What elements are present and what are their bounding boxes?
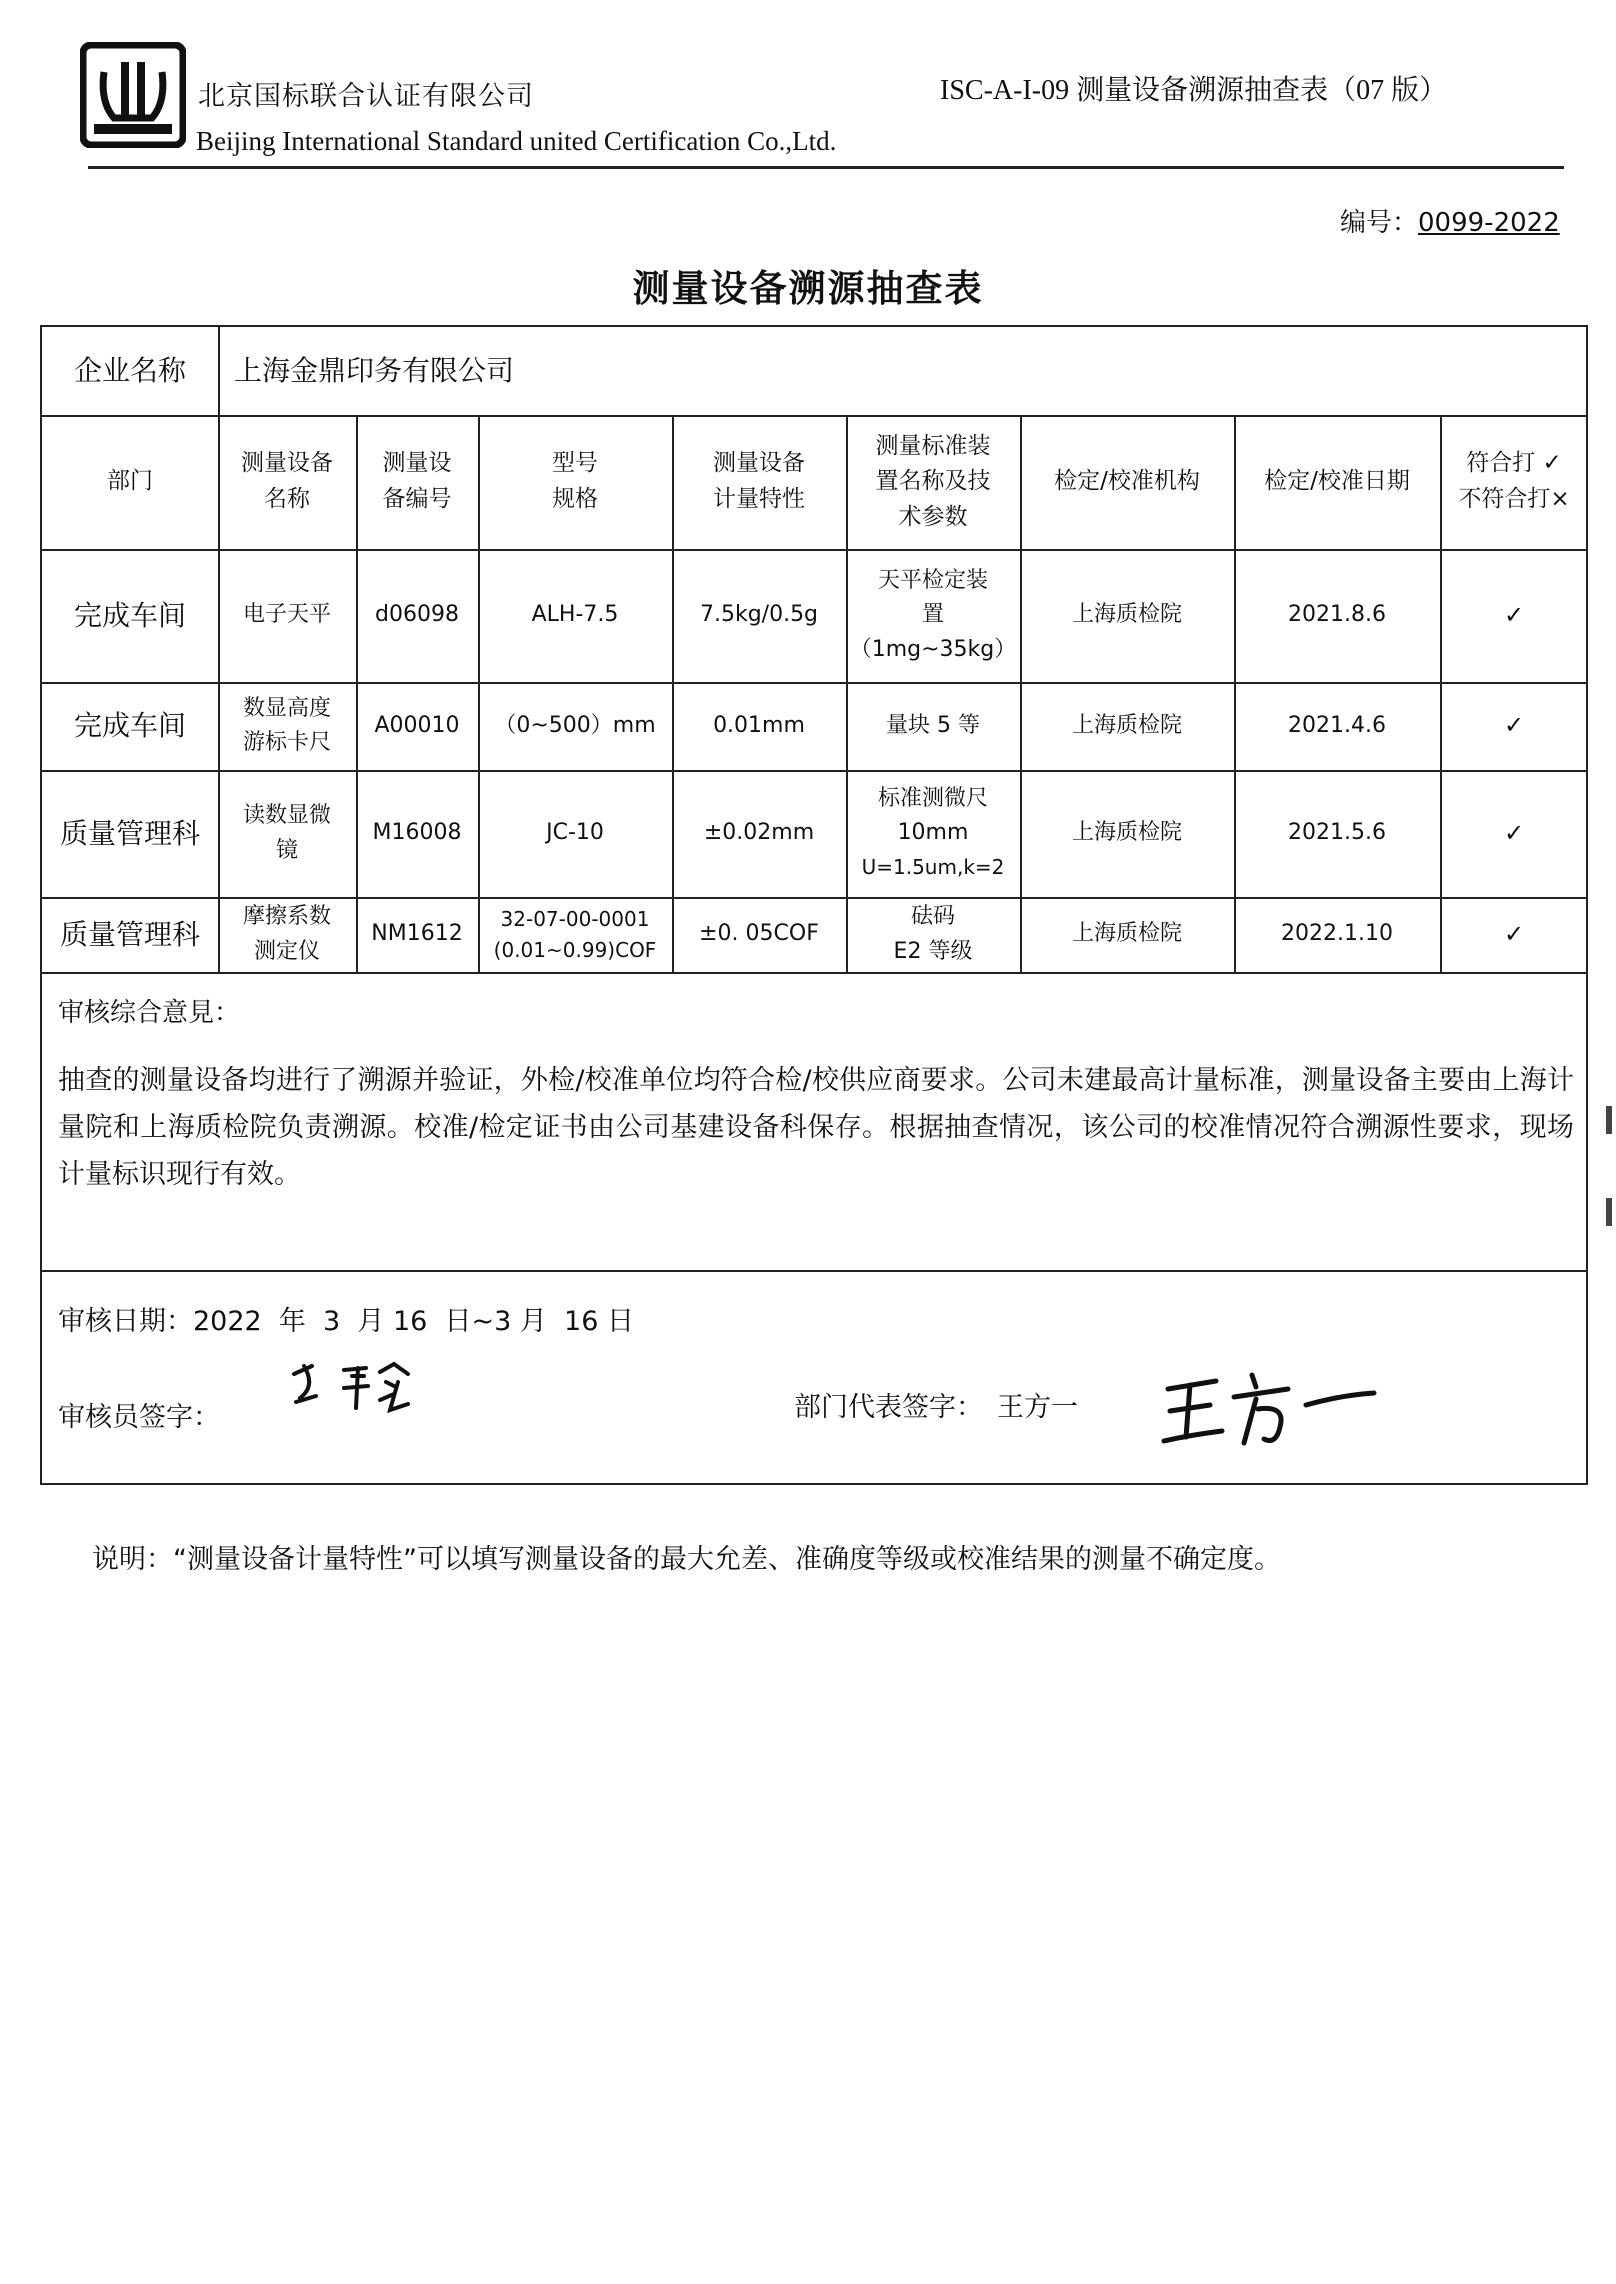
opinion-text: 抽查的测量设备均进行了溯源并验证，外检/校准单位均符合检/校供应商要求。公司未建最高计量标准，测量设备主要由上海计量院和上海质检院负责溯源。校准/检定证书由公司基建设备科保存。根据抽查情况，该公司的校准情况符合溯源性要求，现场计量标识现行有效。	[58, 1065, 1574, 1190]
row4-org: 上海质检院	[1071, 921, 1182, 947]
cell-line: (0.01~0.99)COF	[493, 937, 657, 962]
row1-dept: 完成车间	[73, 598, 186, 632]
row4-date: 2022.1.10	[1281, 921, 1393, 947]
header-line: 置名称及技	[875, 468, 991, 495]
page-title: 测量设备溯源抽查表	[632, 267, 984, 310]
form-number-label: 编号：	[1340, 208, 1419, 238]
row3-code: M16008	[372, 820, 462, 846]
company-name-cn: 北京国标联合认证有限公司	[198, 81, 534, 112]
cell-line: （1mg~35kg）	[849, 636, 1017, 662]
company-value: 上海金鼎印务有限公司	[234, 354, 515, 388]
inspection-sheet	[40, 325, 1588, 1485]
row4-model	[478, 897, 672, 972]
row4-standard	[846, 897, 1020, 972]
row1-standard	[846, 549, 1020, 682]
header-standard-device	[846, 415, 1020, 549]
cell-line: 标准测微尺	[877, 786, 988, 812]
row3-check-icon: ✓	[1503, 818, 1525, 847]
row4-char: ±0. 05COF	[699, 921, 819, 947]
cell-line: 置	[921, 602, 944, 628]
header-line: 测量标准装	[875, 432, 991, 459]
cell-line: 镜	[275, 837, 298, 863]
row2-code: A00010	[374, 712, 460, 738]
cell-line: 读数显微	[242, 803, 331, 829]
cell-line: E2 等级	[893, 938, 973, 964]
scan-edge-mark	[1606, 1106, 1612, 1134]
row1-check-icon: ✓	[1503, 600, 1525, 629]
company-name-en: Beijing International Standard united Certification Co.,Ltd.	[196, 126, 837, 156]
opinion-label: 审核综合意見：	[58, 998, 241, 1028]
department-rep-label	[794, 1385, 1078, 1424]
row4-code: NM1612	[371, 921, 463, 947]
audit-date-value: 2022 年 3 月 16 日~3 月 16 日	[193, 1306, 634, 1337]
header-conformity	[1440, 415, 1588, 549]
row2-model: （0~500）mm	[494, 712, 656, 738]
header-line: 测量设备	[241, 450, 333, 477]
row2-date: 2021.4.6	[1288, 712, 1386, 738]
row2-standard: 量块 5 等	[886, 712, 980, 738]
form-number	[1340, 202, 1560, 239]
row1-org: 上海质检院	[1071, 602, 1182, 628]
scan-edge-mark	[1606, 1198, 1612, 1226]
header-calibration-org: 检定/校准机构	[1054, 468, 1200, 495]
header-line: 测量设备	[713, 450, 805, 477]
header-model	[478, 415, 672, 549]
row1-date: 2021.8.6	[1288, 602, 1386, 628]
row1-char: 7.5kg/0.5g	[699, 602, 819, 628]
cell-line: 32-07-00-0001	[500, 906, 650, 931]
cell-line: 游标卡尺	[242, 730, 331, 755]
header-line: 名称	[264, 486, 310, 512]
row4-dept: 质量管理科	[59, 917, 200, 951]
header-line: 型号	[552, 450, 598, 477]
row1-code: d06098	[375, 602, 459, 628]
auditor-handwritten-signature	[282, 1352, 462, 1422]
cell-line: 10mm	[897, 820, 969, 846]
document-code: ISC-A-I-09 测量设备溯源抽查表（07 版）	[940, 75, 1448, 106]
header-metrological-char	[672, 415, 846, 549]
row3-char: ±0.02mm	[703, 820, 815, 846]
row3-name	[218, 770, 356, 897]
header-line: 计量特性	[713, 486, 805, 512]
row3-date: 2021.5.6	[1288, 820, 1386, 846]
cell-line: 测定仪	[253, 938, 320, 964]
header-line: 术参数	[898, 503, 968, 530]
rep-label-text: 部门代表签字：	[794, 1392, 983, 1423]
company-logo	[80, 42, 186, 148]
row2-char: 0.01mm	[713, 712, 805, 738]
auditor-signature-label: 审核员签字：	[58, 1402, 220, 1433]
form-number-value: 0099-2022	[1418, 208, 1560, 238]
row3-org: 上海质检院	[1071, 820, 1182, 846]
company-label: 企业名称	[73, 354, 186, 388]
rule	[42, 1270, 1586, 1272]
row3-dept: 质量管理科	[59, 816, 200, 850]
header-dept: 部门	[107, 468, 153, 495]
rule	[42, 972, 1586, 974]
header-line: 不符合打×	[1458, 486, 1570, 512]
cell-line: 数显高度	[242, 695, 331, 721]
footnote: 说明：“测量设备计量特性”可以填写测量设备的最大允差、准确度等级或校准结果的测量不确定度。	[92, 1544, 1281, 1575]
row2-check-icon: ✓	[1503, 711, 1525, 740]
header-line: 规格	[552, 486, 598, 512]
header-line: 备编号	[382, 486, 452, 512]
rep-name: 王方一	[997, 1392, 1078, 1423]
row2-name	[218, 682, 356, 770]
cell-line: 摩擦系数	[242, 904, 331, 930]
header-equipment-code	[356, 415, 478, 549]
row2-org: 上海质检院	[1071, 712, 1182, 738]
row1-name: 电子天平	[242, 602, 331, 628]
cell-line: 砝码	[910, 904, 955, 930]
header-calibration-date: 检定/校准日期	[1264, 468, 1410, 495]
rep-handwritten-signature	[1160, 1365, 1380, 1455]
row1-model: ALH-7.5	[531, 602, 619, 628]
row4-check-icon: ✓	[1503, 919, 1525, 948]
row2-dept: 完成车间	[73, 709, 186, 743]
header-equipment-name	[218, 415, 356, 549]
header-divider	[88, 166, 1564, 169]
cell-line: 天平检定装	[877, 568, 988, 594]
cell-line: U=1.5um,k=2	[861, 854, 1005, 879]
header-line: 测量设	[382, 450, 452, 477]
row4-name	[218, 897, 356, 972]
row3-standard	[846, 770, 1020, 897]
audit-date-label: 审核日期：	[58, 1306, 193, 1337]
header-line: 符合打 ✓	[1466, 450, 1562, 477]
audit-date	[58, 1299, 634, 1338]
row3-model: JC-10	[546, 820, 604, 846]
